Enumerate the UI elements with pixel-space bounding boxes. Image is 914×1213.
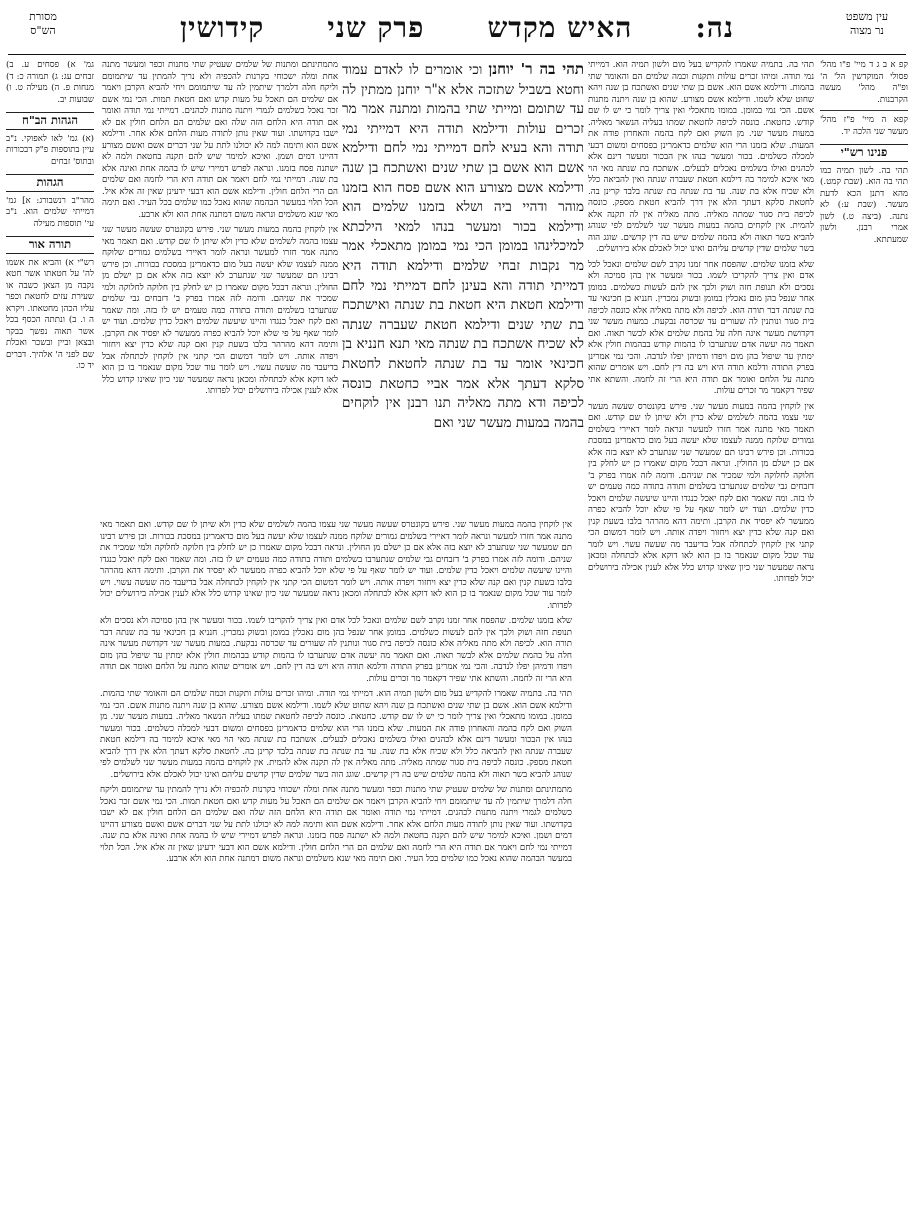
chapter-name: האיש מקדש xyxy=(487,11,633,44)
ein-mishpat-label: עין משפט xyxy=(845,10,889,23)
hagahot-text: מהר"ב רנשבורג: א] גמ' דמייתי שלמים הוא. נ"ב עי' תוספות מעילה xyxy=(6,195,94,229)
gemara-column xyxy=(342,60,584,510)
lower-tosafot-block xyxy=(100,520,572,1210)
daf-number: נה: xyxy=(695,11,734,44)
rashi-text-more: אין לוקחין בהמה במעות מעשר שני. פירש בקונטרס שעשה מעשר שני עצמו בהמה לשלמים שלא כדין ולא שיתן לו שם קודש. ואם תאמר מאי מתנה אמר חזרו למעשר ונראה לומר דאיירי בשלמים גמורים שלוקח ממנה לעצמו שלא יעשה בעל מום כדאמרינן במסכת בכורות. וכן פירש רבינו תם שמעשר שני שנתערב לא יוצא בזה אלא אם כן ישלם מן החולין. ונראה דבכל מקום שאמרו כן יש לחלק בין חלוקה לחלוקה ולמי שמכיר את שניהם. ודומה לזה אמרו בפרק ב' דזבחים גבי שלמים שנתערבו בשלמים ותודה בתודה כמה טעמים יש לו בזה. ומה שאמר ואם לקח יאכל כנגדו והיינו שיעשה שלמים ויאכל כדין שלמים. ועוד יש לומר שאף על פי שלא יוכל להביא כפרה ממעשר לא יפסיד את הקרבן. ותימה דהא מהרהר בלבו בשעת קנין ואם קנה שלא כדין יצא ויחזור ויפדה אותה. ויש לומר דמשום הכי קתני אין לוקחין לכתחלה אבל בדיעבד מה שעשה עשוי. ויש לומר עוד שכל מקום שנאמר בו כן הוא לאו דוקא אלא לכתחלה ומכאן נראה שמעשר שני כיון שאינו קדוש כלל אלא לענין אכילה בירושלים יכול לפדותו. xyxy=(588,401,814,584)
tractate-name: קידושין xyxy=(180,11,265,44)
rashi-index-text: תהי בה. לשון תמיה כמו תהי בה הוא. (שבת קמט.) מהא דתנן הכא לדעת מעשר. (שבת ע:) לא נתנה. (ביצה ט.) לשון אמרי רבנן. ולשון שמעתתא. xyxy=(820,165,908,245)
rashi-text: תהי בה. בתמיה שאמרו להקדיש בעל מום ולשון תמיה הוא. דמייתי נמי תודה. ומיהו זכרים עולות ותקנות וכמה שלמים הם והאומר שתי בהמות. ודילמא אשם הוא. אשם בן שתי שנים ואשתכח בן שנה ויהא שחוט שלא לשמו. ודילמא אשם מצורע. שהוא בן שנה ויתנה מתנות אשם. הכי נמי במומן. במומו מתאכלי ואין צריך לומר כי יש לו שם קודש. כחטאת. כונסה לכיפה לחטאת שמתו בעליה הנשאר מאליה. במעות מעשר שני. מן השוק ואם לקח בהמה והאחרון פודה את המעות. שלא בזמנו הרי הוא שלמים כדאמרינן בפסחים ומשום דבעי למכלה כשלמים. בכור ומעשר בנהו אין הבכור ומעשר דינם אלא לכהנים ואילו בשלמים נאכלים לבעלים. אשתכח בת שנתה מאי הוי מאי איכא למימר בה דילמא חטאת שעברה שנתה ואין להביאה כלל ולא שכיח אלא בת שנה. עד בת שנתה בת שנתה בלבד קרינן בה. לחטאת סלקא דעתך הלא אין דרך להביא חטאת מספק. כונסה לכיפה בית סגור שמתה מאליה. מתה מאליה אין לה תקנה אלא להמית. אין לוקחים בהמה במעות מעשר שני לשלמים לפי שנוהג להביא בשר תאוה ולא בהמה שלמים שיש בה דין קדשים. שוגג הוה בשר שלמים שדין קדשים עליהם ואינו יכול לאכלם אלא בירושלים. xyxy=(588,60,814,254)
gemara-text: וכי אומרים לו לאדם עמוד וחטא בשביל שתזכה אלא א"ר יוחנן ממתין לה עד שתומם ומייתי שתי בהמות ומתנה אמר מר זכרים עולות ודילמא תודה היא דמייתי נמי תודה והא בעיא לחם דמייתי נמי לחם ודילמא אשם הוא אשם בן שתי שנים ואשתכח בן שנה ודילמא אשם מצורע הוא אשם פסח הוא בזמנו מוהר ודהיי ביה ושלא בזמנו שלמים הוא ודילמא בכור ומעשר בנהו למאי הילכתא למיכלינהו במומן הכי נמי במומן מתאכלי אמר מר נקבות זבחי שלמים ודילמא תודה היא דמייתי תודה והא בעינן לחם דמייתי נמי לחם ודילמא חטאת היא חטאת בת שנתה ואישתכח בת שתי שנים ודילמא חטאת שעברה שנתה לא שכיח אשתכח בת שנתה מאי תנא חנניא בן חכינאי אומר עד בת שנתה לחטאת לחטאת סלקא דעתך אלא אמר אביי כחטאת כונסה לכיפה ודא מתה מאליה תנו רבנן אין לוקחים בהמה במעות מעשר שני ואם xyxy=(342,62,584,431)
ner-mitzvah-label: נר מצוה xyxy=(850,24,884,37)
masoret-heading xyxy=(10,10,76,38)
divider xyxy=(820,110,908,111)
header-divider xyxy=(8,54,906,55)
tosafot-text-cont: אין לוקחין בהמה במעות מעשר שני. פירש בקונטרס שעשה מעשר שני עצמו בהמה לשלמים שלא כדין ולא שיתן לו שם קודש. ואם תאמר מאי מתנה אמר חזרו למעשר ונראה לומר דאיירי בשלמים גמורים שלוקח ממנה לעצמו שלא יעשה בעל מום כדאמרינן במסכת בכורות. וכן פירש רבינו תם שמעשר שני שנתערב לא יוצא בזה אלא אם כן ישלם מן החולין. ונראה דבכל מקום שאמרו כן יש לחלק בין חלוקה לחלוקה ולמי שמכיר את שניהם. ודומה לזה אמרו בפרק ב' דזבחים גבי שלמים שנתערבו בשלמים ותודה בתודה כמה טעמים יש לו בזה. ומה שאמר ואם לקח יאכל כנגדו והיינו שיעשה שלמים ויאכל כדין שלמים. ועוד יש לומר שאף על פי שלא יוכל להביא כפרה ממעשר לא יפסיד את הקרבן. ותימה דהא מהרהר בלבו בשעת קנין ואם קנה שלא כדין יצא ויחזור ויפדה אותה. ויש לומר דמשום הכי קתני אין לוקחין לכתחלה אבל בדיעבד מה שעשה עשוי. ויש לומר עוד שכל מקום שנאמר בו כן הוא לאו דוקא אלא לכתחלה ומכאן נראה שמעשר שני כיון שאינו קדוש כלל אלא לענין אכילה בירושלים יכול לפדותו. xyxy=(102,225,338,396)
lower-tosafot-text-2: מתמתינתם ומתנות של שלמים שעטיק שתי מתנות וכפר ומעשר מתנה אחת ומלה ישכוחי בקרנות להכפיה ולא נריך להמתין עד שיתמומם וליקח חלה דלמרך שיתמין לה עד שיתמומם ויחי להביא הקרבן ויאמר אם שלמים הם תאכל על מעות קדש ואם חטאת תמות. הכי נמי אשם זכר נאכל כשלמים לגמרי ויתנה מתנות לכהנים. דמייתי נמי תודה ואומר אם תודה היא הלחם הזה שלה ואם שלמים הם הלחם חולין אם לא ישבו בקדושתו. ועוד שאין נותן לתודה מעות הלחם אלא אחר. ודילמא אשם הוא ותימה למה לא יכולנו לתת על שני דברים אשם ואשם מצורע דהיינו דמים ושמן. ואיכא למימר שיש להם תקנה בחטאת ולמה לא ישתנה פסח בזמנו. ונראה לפרש דמיירי שיש לו בהמה אחת ואינה אלא בת שנה. דמייתי נמי לחם ויאמר אם תודה היא הרי לחמה ואם שלמים הם הרי הלחם חולין. ודילמא אשם הוא דבעי ידעינן שאין זה אלא איל. הכל תלוי במעשר הבהמה שהוא נאכל כמו שלמים בכל העיר. ואם תימה מאי שנא משלמים ונראה משום דמתנה אחת הוא ולא ארבע. xyxy=(100,785,572,864)
gemara-opening: תהי בה ר' יוחנן xyxy=(488,60,584,78)
torah-or-text: רש"י א) והביא את אשמו לה' על חטאתו אשר חטא נקבה מן הצאן כשבה או שעירת עזים לחטאת וכפר עליו הכהן מחטאתו. ויקרא ה ו. ב) ונתתה הכסף בכל אשר תאוה נפשך בבקר ובצאן וביין ובשכר ואכלת שם לפני ה' אלהיך. דברים יד כו. xyxy=(6,257,94,371)
hagahot-bach-title: הגהות הב"ח xyxy=(6,112,94,130)
ein-mishpat-heading xyxy=(832,10,902,38)
ein-mishpat-column xyxy=(820,60,908,1200)
lower-tosafot-text: אין לוקחין בהמה במעות מעשר שני. פירש בקונטרס שעשה מעשר שני עצמו בהמה לשלמים שלא כדין ולא שיתן לו שם קודש. ואם תאמר מאי מתנה אמר חזרו למעשר ונראה לומר דאיירי בשלמים גמורים שלוקח ממנה לעצמו שלא יעשה בעל מום כדאמרינן במסכת בכורות. וכן פירש רבינו תם שמעשר שני שנתערב לא יוצא בזה אלא אם כן ישלם מן החולין. ונראה דבכל מקום שאמרו כן יש לחלק בין חלוקה לחלוקה ולמי שמכיר את שניהם. ודומה לזה אמרו בפרק ב' דזבחים גבי שלמים שנתערבו בשלמים ותודה בתודה כמה טעמים יש לו בזה. ומה שאמר ואם לקח יאכל כנגדו והיינו שיעשה שלמים ויאכל כדין שלמים. ועוד יש לומר שאף על פי שלא יוכל להביא כפרה ממעשר לא יפסיד את הקרבן. ותימה דהא מהרהר בלבו בשעת קנין ואם קנה שלא כדין יצא ויחזור ויפדה אותה. ויש לומר דמשום הכי קתני אין לוקחין לכתחלה אבל בדיעבד מה שעשה עשוי. ויש לומר עוד שכל מקום שנאמר בו כן הוא לאו דוקא אלא לכתחלה ומכאן נראה שמעשר שני כיון שאינו קדוש כלל אלא לענין אכילה בירושלים יכול לפדותו. xyxy=(100,520,572,611)
lower-rashi-text: שלא בזמנו שלמים. שהפסח אחר זמנו נקרב לשם שלמים ונאכל לכל אדם ואין צריך להקריבו לשמו. בכור ומעשר אין בהן סמיכה ולא נסכים ולא תנופת חזה ושוק ולכך אין להם לעשות כשלמים. במומן אחר שנפל בהן מום נאכלין במומן ובשוק נמכרין. חנניא בן חכינאי עד בת שנתה דבר תורה הוא. לכיפה ולא מתה מאליה אלא כונסה לכיפה בית סגור ונותנין לה שעורים עד שכרסה נבקעת. במעות מעשר שני דקדושת מעשר אינה חלה על בהמת שלמים אלא לבשר תאוה. ואם תאמר מה יעשה אדם שנתערבו לו בהמות קודש בבהמות חולין אלא ימתין עד שיפול בהן מום ויפדו ודמיהן יפלו לנדבה. והכי נמי אמרינן בפרק התודה ודלמא תודה היא ויש בה דין לחם. ויש אומרים שהוא מתנה על הלחם ואומר אם תודה היא הרי זה לחמה. והשתא אתי שפיר דקאמר מר זכרים עולות. xyxy=(100,616,572,684)
perek-label: פרק שני xyxy=(327,11,425,44)
hagahot-bach-text: (א) גמ' לאו לאפוקי. נ"ב עיין בתוספות פ"ק דבכורות ובתוס' זבחים xyxy=(6,133,94,167)
masoret-text: גמ' א) פסחים ע. ב) זבחים עג: ג) תמורה כ: ד) מנחות פ. ה) מעילה ט. ו) שבועות יב. xyxy=(6,60,94,105)
hashas-label: הש"ס xyxy=(30,24,56,37)
tosafot-column xyxy=(102,60,338,510)
ein-mishpat-entry-2: קפא ה מיי' פ"ז מהל' מעשר שני הלכה יד. xyxy=(820,115,908,137)
hagahot-title: הגהות xyxy=(6,174,94,192)
masoret-column xyxy=(6,60,94,810)
rashi-text-cont: שלא בזמנו שלמים. שהפסח אחר זמנו נקרב לשם שלמים ונאכל לכל אדם ואין צריך להקריבו לשמו. בכור ומעשר אין בהן סמיכה ולא נסכים ולא תנופת חזה ושוק ולכך אין להם לעשות כשלמים. במומן אחר שנפל בהן מום נאכלין במומן ובשוק נמכרין. חנניא בן חכינאי עד בת שנתה דבר תורה הוא. לכיפה ולא מתה מאליה אלא כונסה לכיפה בית סגור ונותנין לה שעורים עד שכרסה נבקעת. במעות מעשר שני דקדושת מעשר אינה חלה על בהמת שלמים אלא לבשר תאוה. ואם תאמר מה יעשה אדם שנתערבו לו בהמות קודש בבהמות חולין אלא ימתין עד שיפול בהן מום ויפדו ודמיהן יפלו לנדבה. והכי נמי אמרינן בפרק התודה ודלמא תודה היא ויש בה דין לחם. ויש אומרים שהוא מתנה על הלחם ואומר אם תודה היא הרי זה לחמה. והשתא אתי שפיר דקאמר מר זכרים עולות. xyxy=(588,259,814,396)
rashi-index-title: פנינו רש"י xyxy=(820,144,908,162)
masoret-label: מסורת xyxy=(29,10,57,23)
ein-mishpat-entry-1: קפ א ב ג ד מיי' פ"ו מהל' פסולי המוקדשין הל' ה' ופ"ה מהל' מעשה הקרבנות. xyxy=(820,60,908,105)
lower-rashi-text-2: תהי בה. בתמיה שאמרו להקדיש בעל מום ולשון תמיה הוא. דמייתי נמי תודה. ומיהו זכרים עולות ותקנות וכמה שלמים הם והאומר שתי בהמות. ודילמא אשם הוא. אשם בן שתי שנים ואשתכח בן שנה ויהא שחוט שלא לשמו. ודילמא אשם מצורע. שהוא בן שנה ויתנה מתנות אשם. הכי נמי במומן. במומו מתאכלי ואין צריך לומר כי יש לו שם קודש. כחטאת. כונסה לכיפה לחטאת שמתו בעליה הנשאר מאליה. במעות מעשר שני. מן השוק ואם לקח בהמה והאחרון פודה את המעות. שלא בזמנו הרי הוא שלמים כדאמרינן בפסחים ומשום דבעי למכלה כשלמים. בכור ומעשר בנהו אין הבכור ומעשר דינם אלא לכהנים ואילו בשלמים נאכלים לבעלים. אשתכח בת שנתה מאי הוי מאי איכא למימר בה דילמא חטאת שעברה שנתה ואין להביאה כלל ולא שכיח אלא בת שנה. עד בת שנתה בת שנתה בלבד קרינן בה. לחטאת סלקא דעתך הלא אין דרך להביא חטאת מספק. כונסה לכיפה בית סגור שמתה מאליה. מתה מאליה אין לה תקנה אלא להמית. אין לוקחים בהמה במעות מעשר שני לשלמים לפי שנוהג להביא בשר תאוה ולא בהמה שלמים שיש בה דין קדשים. שוגג הוה בשר שלמים שדין קדשים עליהם ואינו יכול לאכלם אלא בירושלים. xyxy=(100,689,572,780)
rashi-column xyxy=(588,60,814,1200)
torah-or-title: תורה אור xyxy=(6,236,94,254)
page-header xyxy=(180,8,734,48)
tosafot-text: מתמתינתם ומתנות של שלמים שעטיק שתי מתנות וכפר ומעשר מתנה אחת ומלה ישכוחי בקרנות להכפיה ולא נריך להמתין עד שיתמומם וליקח חלה דלמרך שיתמין לה עד שיתמומם ויחי להביא הקרבן ויאמר אם שלמים הם תאכל על מעות קדש ואם חטאת תמות. הכי נמי אשם זכר נאכל כשלמים לגמרי ויתנה מתנות לכהנים. דמייתי נמי תודה ואומר אם תודה היא הלחם הזה שלה ואם שלמים הם הלחם חולין אם לא ישבו בקדושתו. ועוד שאין נותן לתודה מעות הלחם אלא אחר. ודילמא אשם הוא ותימה למה לא יכולנו לתת על שני דברים אשם ואשם מצורע דהיינו דמים ושמן. ואיכא למימר שיש להם תקנה בחטאת ולמה לא ישתנה פסח בזמנו. ונראה לפרש דמיירי שיש לו בהמה אחת ואינה אלא בת שנה. דמייתי נמי לחם ויאמר אם תודה היא הרי לחמה ואם שלמים הם הרי הלחם חולין. ודילמא אשם הוא דבעי ידעינן שאין זה אלא איל. הכל תלוי במעשר הבהמה שהוא נאכל כמו שלמים בכל העיר. ואם תימה מאי שנא משלמים ונראה משום דמתנה אחת הוא ולא ארבע. xyxy=(102,60,338,220)
